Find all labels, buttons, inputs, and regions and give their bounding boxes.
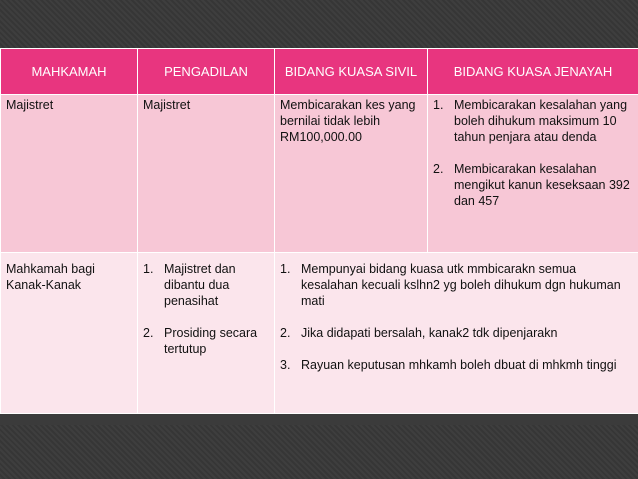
list-item: 2. Jika didapati bersalah, kanak2 tdk dipenjarakn <box>280 326 558 340</box>
cell-jenayah <box>428 95 638 253</box>
list-item: 3. Rayuan keputusan mhkamh boleh dbuat di mhkmh tinggi <box>280 358 617 372</box>
table-row <box>1 95 638 253</box>
court-jurisdiction-table <box>0 48 638 414</box>
cell-mahkamah: Majistret <box>1 95 138 253</box>
jenayah-list <box>433 97 634 209</box>
list-item: 2. Prosiding secara tertutup <box>143 326 258 356</box>
list-item: 1. Majistret dan dibantu dua penasihat <box>143 262 236 308</box>
header-mahkamah: MAHKAMAH <box>1 49 138 95</box>
cell-pengadilan <box>138 253 275 414</box>
cell-sivil: Membicarakan kes yang bernilai tidak lebih RM100,000.00 <box>275 95 428 253</box>
header-row <box>1 49 638 95</box>
header-pengadilan: PENGADILAN <box>138 49 275 95</box>
pengadilan-list <box>143 261 270 357</box>
header-bidang-kuasa-sivil: BIDANG KUASA SIVIL <box>275 49 428 95</box>
header-bidang-kuasa-jenayah: BIDANG KUASA JENAYAH <box>428 49 638 95</box>
cell-merged-jurisdiction <box>275 253 638 414</box>
slide-background-top <box>0 0 638 48</box>
slide-background-bottom <box>0 425 638 479</box>
cell-pengadilan: Majistret <box>138 95 275 253</box>
merged-list <box>280 261 634 373</box>
cell-mahkamah: Mahkamah bagi Kanak-Kanak <box>1 253 138 414</box>
list-item: 1. Mempunyai bidang kuasa utk mmbicarakn semua kesalahan kecuali kslhn2 yg boleh dihukum dgn hukuman mati <box>280 262 621 308</box>
list-item: 1. Membicarakan kesalahan yang boleh dihukum maksimum 10 tahun penjara atau denda <box>433 98 628 144</box>
list-item: 2. Membicarakan kesalahan mengikut kanun keseksaan 392 dan 457 <box>433 162 630 208</box>
table-row <box>1 253 638 414</box>
